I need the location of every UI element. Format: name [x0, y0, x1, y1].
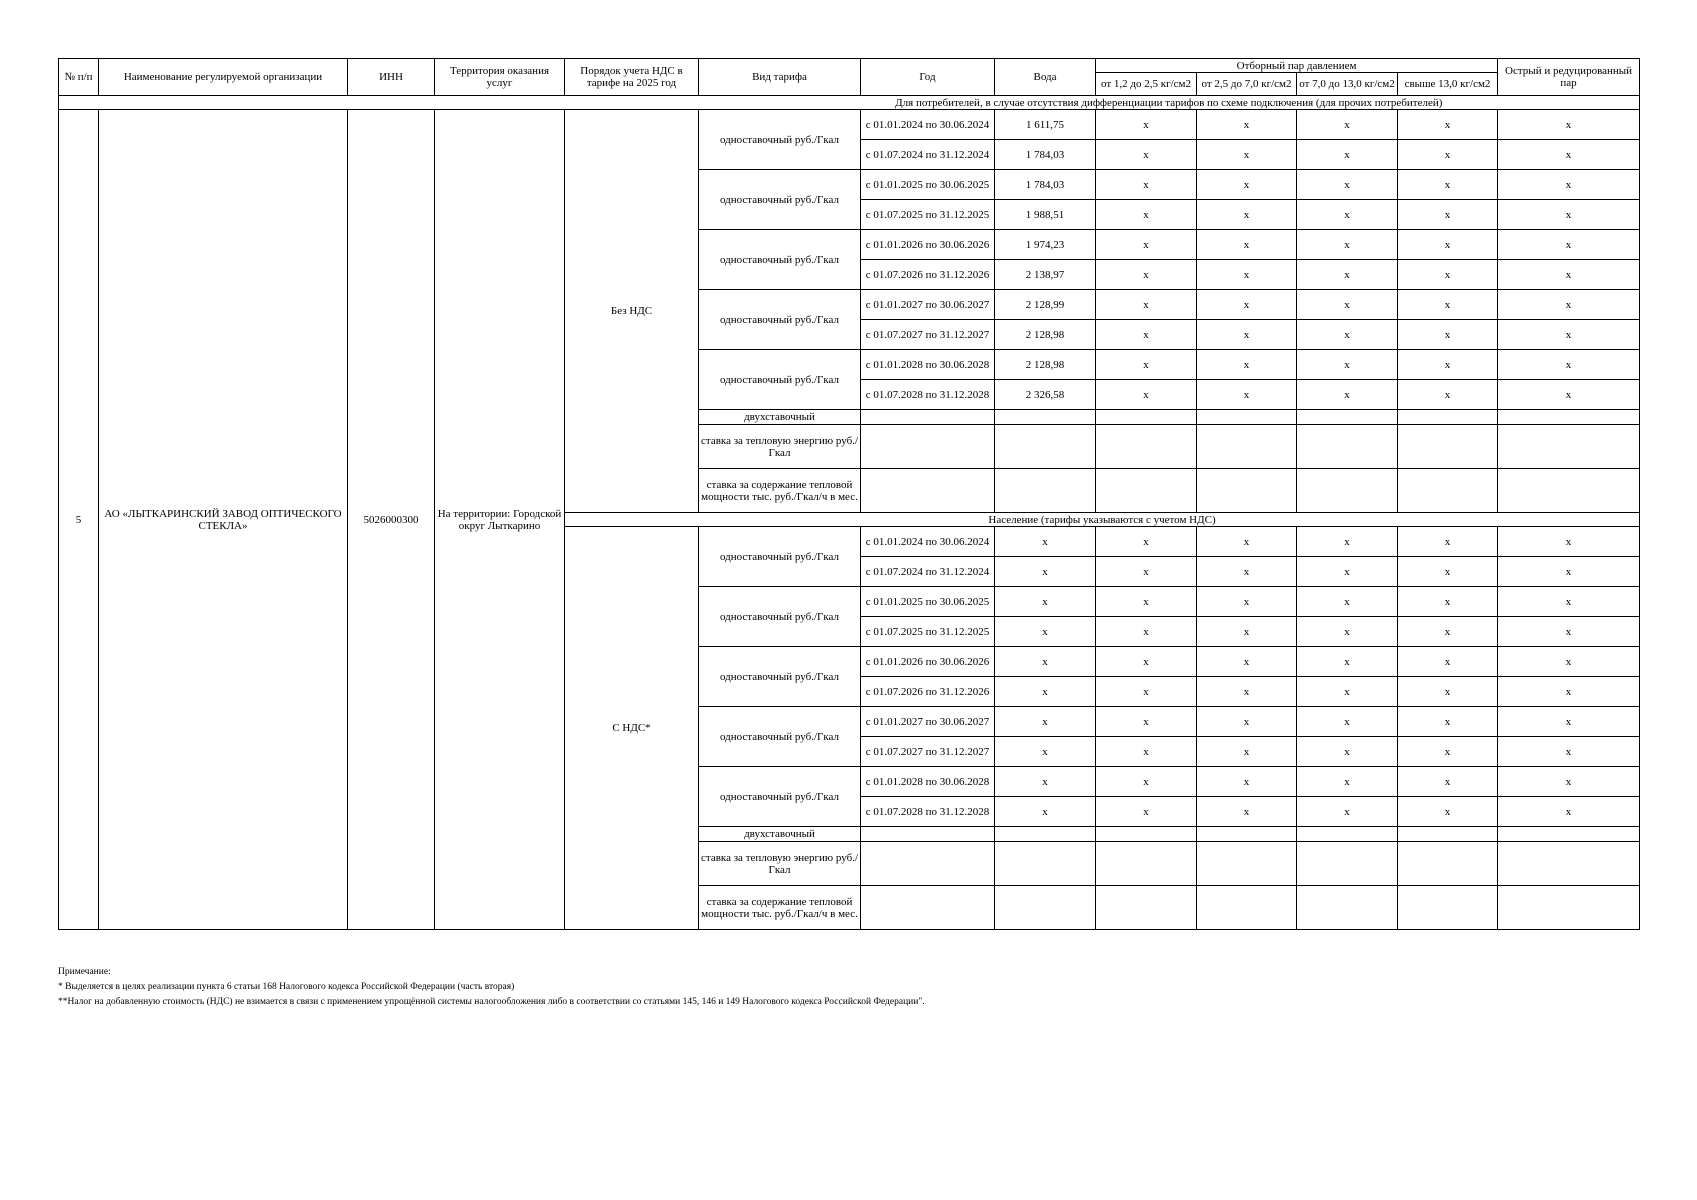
steam-value: x [1197, 350, 1297, 380]
water-value: x [995, 797, 1096, 827]
empty-cell [995, 469, 1096, 513]
empty-cell [861, 425, 995, 469]
steam-value: x [1297, 140, 1398, 170]
empty-cell [1398, 469, 1498, 513]
tariff-type-label: одноставочный руб./Гкал [699, 110, 861, 170]
period-cell: с 01.07.2028 по 31.12.2028 [861, 797, 995, 827]
tariff-type-label: одноставочный руб./Гкал [699, 170, 861, 230]
capacity-rate-label: ставка за содержание тепловой мощности тыс. руб./Гкал/ч в мес. [699, 886, 861, 930]
steam-value: x [1096, 110, 1197, 140]
note-2: **Налог на добавленную стоимость (НДС) не взимается в связи с применением упрощённой системы налогообложения либо в соответствии со статьями 145, 146 и 149 Налогового кодекса Российской Федерации". [58, 997, 925, 1007]
tariff-document [58, 58, 1639, 930]
period-cell: с 01.07.2025 по 31.12.2025 [861, 617, 995, 647]
org-name: АО «ЛЫТКАРИНСКИЙ ЗАВОД ОПТИЧЕСКОГО СТЕКЛА» [99, 110, 348, 930]
steam-value: x [1197, 707, 1297, 737]
steam-value: x [1398, 380, 1498, 410]
steam-value: x [1297, 290, 1398, 320]
empty-cell [1297, 842, 1398, 886]
steam-value: x [1197, 230, 1297, 260]
tariff-type-label: одноставочный руб./Гкал [699, 527, 861, 587]
steam-value: x [1398, 140, 1498, 170]
header-inn: ИНН [348, 59, 435, 96]
steam-value: x [1096, 140, 1197, 170]
steam-value: x [1096, 707, 1197, 737]
empty-cell [1197, 410, 1297, 425]
empty-cell [1197, 425, 1297, 469]
steam-value: x [1197, 587, 1297, 617]
steam-value: x [1398, 707, 1498, 737]
steam-value: x [1197, 290, 1297, 320]
steam-value: x [1297, 110, 1398, 140]
steam-value: x [1398, 767, 1498, 797]
steam-value: x [1297, 380, 1398, 410]
period-cell: с 01.07.2026 по 31.12.2026 [861, 677, 995, 707]
steam-value: x [1498, 647, 1640, 677]
header-org-name: Наименование регулируемой организации [99, 59, 348, 96]
steam-value: x [1498, 557, 1640, 587]
steam-value: x [1398, 260, 1498, 290]
header-water: Вода [995, 59, 1096, 96]
period-cell: с 01.01.2025 по 30.06.2025 [861, 587, 995, 617]
steam-value: x [1398, 170, 1498, 200]
steam-value: x [1498, 707, 1640, 737]
steam-value: x [1297, 677, 1398, 707]
empty-cell [1297, 886, 1398, 930]
period-cell: с 01.07.2024 по 31.12.2024 [861, 557, 995, 587]
energy-rate-label: ставка за тепловую энергию руб./Гкал [699, 425, 861, 469]
header-pressure-2: от 2,5 до 7,0 кг/см2 [1197, 73, 1297, 96]
water-value: x [995, 617, 1096, 647]
period-cell: с 01.07.2027 по 31.12.2027 [861, 737, 995, 767]
empty-cell [1096, 425, 1197, 469]
empty-cell [1498, 469, 1640, 513]
steam-value: x [1498, 140, 1640, 170]
period-cell: с 01.01.2026 по 30.06.2026 [861, 647, 995, 677]
water-value: 1 974,23 [995, 230, 1096, 260]
header-vat-order: Порядок учета НДС в тарифе на 2025 год [565, 59, 699, 96]
steam-value: x [1096, 767, 1197, 797]
two-rate-label: двухставочный [699, 410, 861, 425]
water-value: 1 784,03 [995, 170, 1096, 200]
steam-value: x [1197, 110, 1297, 140]
water-value: x [995, 677, 1096, 707]
empty-cell [995, 842, 1096, 886]
steam-value: x [1398, 797, 1498, 827]
steam-value: x [1297, 230, 1398, 260]
steam-value: x [1498, 260, 1640, 290]
steam-value: x [1398, 110, 1498, 140]
steam-value: x [1096, 230, 1197, 260]
table-row [59, 110, 1640, 140]
empty-cell [1297, 827, 1398, 842]
water-value: x [995, 527, 1096, 557]
period-cell: с 01.01.2024 по 30.06.2024 [861, 110, 995, 140]
steam-value: x [1398, 647, 1498, 677]
steam-value: x [1096, 380, 1197, 410]
tariff-body [59, 110, 1640, 930]
empty-cell [1096, 410, 1197, 425]
steam-value: x [1398, 200, 1498, 230]
empty-cell [1498, 425, 1640, 469]
empty-cell [1297, 410, 1398, 425]
steam-value: x [1498, 677, 1640, 707]
steam-value: x [1498, 230, 1640, 260]
period-cell: с 01.07.2025 по 31.12.2025 [861, 200, 995, 230]
vat-order: Без НДС [565, 110, 699, 513]
org-inn: 5026000300 [348, 110, 435, 930]
vat-order: С НДС* [565, 527, 699, 930]
empty-cell [1498, 410, 1640, 425]
empty-cell [861, 827, 995, 842]
period-cell: с 01.01.2028 по 30.06.2028 [861, 767, 995, 797]
two-rate-label: двухставочный [699, 827, 861, 842]
steam-value: x [1197, 170, 1297, 200]
period-cell: с 01.07.2024 по 31.12.2024 [861, 140, 995, 170]
steam-value: x [1297, 170, 1398, 200]
steam-value: x [1398, 350, 1498, 380]
steam-value: x [1398, 230, 1498, 260]
tariff-type-label: одноставочный руб./Гкал [699, 647, 861, 707]
empty-cell [1297, 425, 1398, 469]
steam-value: x [1398, 557, 1498, 587]
water-value: 2 128,98 [995, 320, 1096, 350]
period-cell: с 01.01.2024 по 30.06.2024 [861, 527, 995, 557]
steam-value: x [1297, 350, 1398, 380]
empty-cell [861, 410, 995, 425]
empty-cell [1197, 842, 1297, 886]
period-cell: с 01.07.2026 по 31.12.2026 [861, 260, 995, 290]
steam-value: x [1297, 767, 1398, 797]
steam-value: x [1498, 797, 1640, 827]
period-cell: с 01.01.2028 по 30.06.2028 [861, 350, 995, 380]
period-cell: с 01.01.2025 по 30.06.2025 [861, 170, 995, 200]
steam-value: x [1498, 320, 1640, 350]
header-year: Год [861, 59, 995, 96]
water-value: 2 326,58 [995, 380, 1096, 410]
empty-cell [1398, 410, 1498, 425]
tariff-type-label: одноставочный руб./Гкал [699, 230, 861, 290]
steam-value: x [1398, 617, 1498, 647]
period-cell: с 01.07.2027 по 31.12.2027 [861, 320, 995, 350]
steam-value: x [1498, 380, 1640, 410]
steam-value: x [1096, 587, 1197, 617]
empty-cell [1096, 827, 1197, 842]
steam-value: x [1297, 260, 1398, 290]
empty-cell [861, 469, 995, 513]
water-value: 1 784,03 [995, 140, 1096, 170]
steam-value: x [1498, 527, 1640, 557]
steam-value: x [1498, 110, 1640, 140]
empty-cell [995, 886, 1096, 930]
steam-value: x [1498, 290, 1640, 320]
energy-rate-label: ставка за тепловую энергию руб./Гкал [699, 842, 861, 886]
water-value: x [995, 557, 1096, 587]
steam-value: x [1498, 737, 1640, 767]
steam-value: x [1096, 647, 1197, 677]
tariff-type-label: одноставочный руб./Гкал [699, 350, 861, 410]
steam-value: x [1197, 737, 1297, 767]
steam-value: x [1297, 617, 1398, 647]
water-value: x [995, 647, 1096, 677]
org-territory: На территории: Городской округ Лыткарино [435, 110, 565, 930]
steam-value: x [1398, 320, 1498, 350]
empty-cell [861, 886, 995, 930]
water-value: x [995, 737, 1096, 767]
empty-cell [1398, 842, 1498, 886]
band-population: Население (тарифы указываются с учетом НДС) [565, 513, 1640, 527]
tariff-type-label: одноставочный руб./Гкал [699, 290, 861, 350]
empty-cell [1398, 886, 1498, 930]
steam-value: x [1398, 527, 1498, 557]
steam-value: x [1096, 350, 1197, 380]
steam-value: x [1096, 677, 1197, 707]
water-value: 2 128,99 [995, 290, 1096, 320]
band-other-consumers: Для потребителей, в случае отсутствия дифференциации тарифов по схеме подключения (для прочих потребителей) [699, 96, 1640, 110]
steam-value: x [1197, 320, 1297, 350]
period-cell: с 01.01.2026 по 30.06.2026 [861, 230, 995, 260]
steam-value: x [1197, 647, 1297, 677]
note-1: * Выделяется в целях реализации пункта 6 статьи 168 Налогового кодекса Российской Федерации (часть вторая) [58, 982, 515, 992]
steam-value: x [1297, 797, 1398, 827]
header-pressure-3: от 7,0 до 13,0 кг/см2 [1297, 73, 1398, 96]
water-value: x [995, 587, 1096, 617]
steam-value: x [1197, 677, 1297, 707]
tariff-table [58, 58, 1640, 930]
steam-value: x [1096, 320, 1197, 350]
empty-cell [1197, 469, 1297, 513]
notes-block [58, 965, 1639, 1010]
steam-value: x [1297, 737, 1398, 767]
steam-value: x [1297, 587, 1398, 617]
notes-title: Примечание: [58, 967, 111, 977]
water-value: 1 611,75 [995, 110, 1096, 140]
tariff-type-label: одноставочный руб./Гкал [699, 587, 861, 647]
steam-value: x [1197, 200, 1297, 230]
period-cell: с 01.01.2027 по 30.06.2027 [861, 290, 995, 320]
empty-cell [1297, 469, 1398, 513]
steam-value: x [1197, 797, 1297, 827]
empty-cell [1498, 827, 1640, 842]
period-cell: с 01.07.2028 по 31.12.2028 [861, 380, 995, 410]
tariff-type-label: одноставочный руб./Гкал [699, 767, 861, 827]
header-pressure-4: свыше 13,0 кг/см2 [1398, 73, 1498, 96]
water-value: x [995, 707, 1096, 737]
header-sharp-steam: Острый и редуцированный пар [1498, 59, 1640, 96]
steam-value: x [1197, 527, 1297, 557]
steam-value: x [1096, 557, 1197, 587]
steam-value: x [1498, 767, 1640, 797]
water-value: 1 988,51 [995, 200, 1096, 230]
steam-value: x [1297, 200, 1398, 230]
steam-value: x [1398, 677, 1498, 707]
empty-cell [1498, 886, 1640, 930]
steam-value: x [1096, 290, 1197, 320]
steam-value: x [1096, 797, 1197, 827]
empty-cell [861, 842, 995, 886]
steam-value: x [1297, 647, 1398, 677]
org-number: 5 [59, 110, 99, 930]
steam-value: x [1297, 527, 1398, 557]
empty-cell [995, 410, 1096, 425]
empty-cell [1197, 886, 1297, 930]
empty-cell [1096, 886, 1197, 930]
steam-value: x [1197, 260, 1297, 290]
period-cell: с 01.01.2027 по 30.06.2027 [861, 707, 995, 737]
steam-value: x [1398, 587, 1498, 617]
water-value: 2 138,97 [995, 260, 1096, 290]
tariff-type-label: одноставочный руб./Гкал [699, 707, 861, 767]
empty-cell [1498, 842, 1640, 886]
steam-value: x [1498, 200, 1640, 230]
steam-value: x [1398, 290, 1498, 320]
empty-cell [995, 425, 1096, 469]
capacity-rate-label: ставка за содержание тепловой мощности тыс. руб./Гкал/ч в мес. [699, 469, 861, 513]
steam-value: x [1297, 557, 1398, 587]
water-value: 2 128,98 [995, 350, 1096, 380]
steam-value: x [1297, 320, 1398, 350]
header-tariff-type: Вид тарифа [699, 59, 861, 96]
steam-value: x [1096, 260, 1197, 290]
steam-value: x [1398, 737, 1498, 767]
empty-cell [1398, 425, 1498, 469]
steam-value: x [1498, 617, 1640, 647]
steam-value: x [1197, 140, 1297, 170]
steam-value: x [1197, 557, 1297, 587]
steam-value: x [1498, 170, 1640, 200]
steam-value: x [1498, 350, 1640, 380]
steam-value: x [1197, 380, 1297, 410]
steam-value: x [1096, 527, 1197, 557]
empty-cell [1398, 827, 1498, 842]
empty-cell [1096, 842, 1197, 886]
steam-value: x [1096, 617, 1197, 647]
steam-value: x [1197, 767, 1297, 797]
water-value: x [995, 767, 1096, 797]
empty-cell [995, 827, 1096, 842]
header-pressure-1: от 1,2 до 2,5 кг/см2 [1096, 73, 1197, 96]
header-num: № п/п [59, 59, 99, 96]
header-steam-group: Отборный пар давлением [1096, 59, 1498, 73]
steam-value: x [1297, 707, 1398, 737]
empty-cell [1197, 827, 1297, 842]
header-territory: Территория оказания услуг [435, 59, 565, 96]
band-spacer [59, 96, 699, 110]
empty-cell [1096, 469, 1197, 513]
steam-value: x [1096, 170, 1197, 200]
steam-value: x [1096, 737, 1197, 767]
steam-value: x [1498, 587, 1640, 617]
steam-value: x [1096, 200, 1197, 230]
steam-value: x [1197, 617, 1297, 647]
